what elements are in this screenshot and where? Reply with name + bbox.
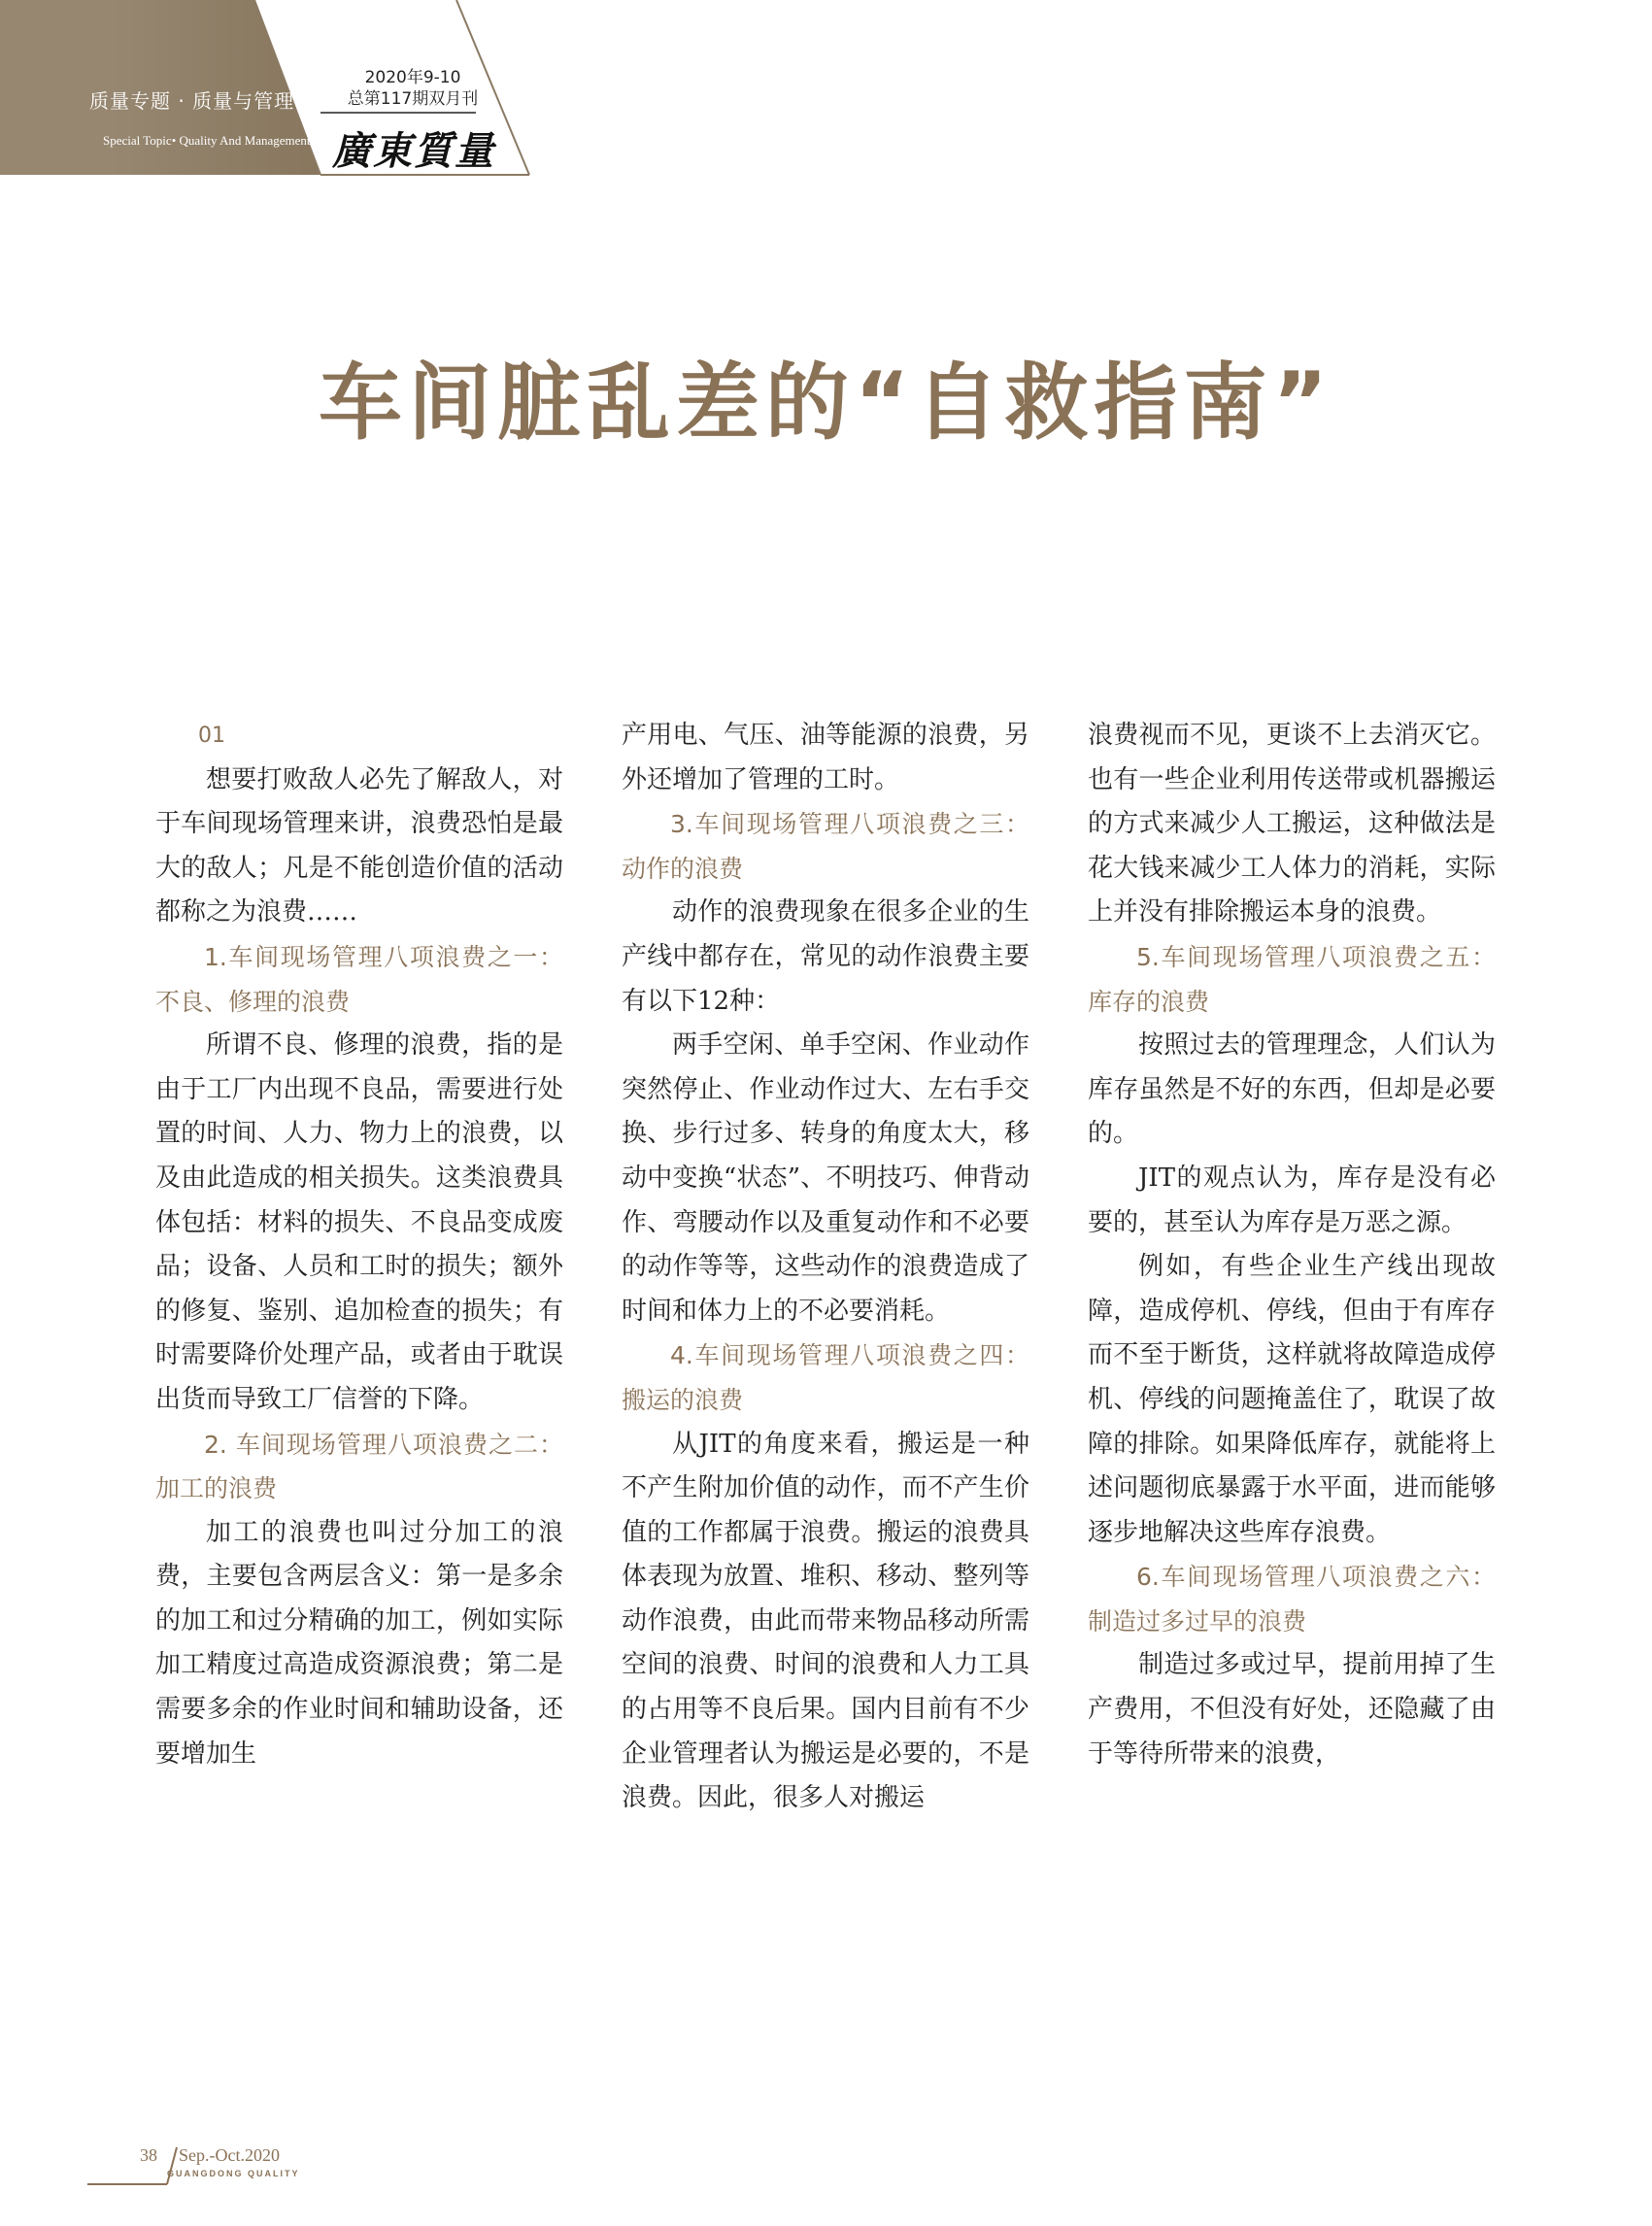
body-paragraph: 加工的浪费也叫过分加工的浪费，主要包含两层含义：第一是多余的加工和过分精确的加工，例如实际加工精度过高造成资源浪费；第二是需要多余的作业时间和辅助设备，还要增加生 (155, 1517, 563, 1769)
text-column-2 (622, 714, 1029, 1821)
body-paragraph: JIT的观点认为，库存是没有必要的，甚至认为库存是万恶之源。 (1088, 1163, 1496, 1237)
section-heading: 4.车间现场管理八项浪费之四：搬运的浪费 (622, 1341, 1029, 1414)
body-paragraph: 动作的浪费现象在很多企业的生产线中都存在，常见的动作浪费主要有以下12种： (622, 897, 1029, 1016)
footer-date: Sep.-Oct.2020 (179, 2145, 280, 2165)
body-paragraph: 想要打败敌人必先了解敌人，对于车间现场管理来讲，浪费恐怕是最大的敌人；凡是不能创造价值的活动都称之为浪费…… (155, 764, 563, 928)
text-column-3 (1088, 714, 1496, 1776)
footer-brand: GUANGDONG QUALITY (167, 2169, 300, 2178)
section-heading: 2. 车间现场管理八项浪费之二：加工的浪费 (155, 1430, 563, 1503)
section-heading: 5.车间现场管理八项浪费之五：库存的浪费 (1088, 942, 1496, 1016)
page-footer (87, 2142, 379, 2190)
body-paragraph: 所谓不良、修理的浪费，指的是由于工厂内出现不良品，需要进行处置的时间、人力、物力上的浪费，以及由此造成的相关损失。这类浪费具体包括：材料的损失、不良品变成废品；设备、人员和工时的损失；额外的修复、鉴别、追加检查的损失；有时需要降价处理产品，或者由于耽误出货而导致工厂信誉的下降。 (155, 1030, 563, 1414)
section-heading: 1.车间现场管理八项浪费之一：不良、修理的浪费 (155, 942, 563, 1016)
body-paragraph: 制造过多或过早，提前用掉了生产费用，不但没有好处，还隐藏了由于等待所带来的浪费， (1088, 1650, 1496, 1769)
article-title: 车间脏乱差的“自救指南” (318, 354, 1334, 452)
section-heading: 6.车间现场管理八项浪费之六：制造过多过早的浪费 (1088, 1563, 1496, 1636)
body-paragraph: 例如，有些企业生产线出现故障，造成停机、停线，但由于有库存而不至于断货，这样就将故障造成停机、停线的问题掩盖住了，耽误了故障的排除。如果降低库存，就能将上述问题彻底暴露于水平面，进而能够逐步地解决这些库存浪费。 (1088, 1252, 1496, 1547)
section-number: 01 (198, 724, 225, 748)
body-paragraph: 浪费视而不见，更谈不上去消灭它。也有一些企业利用传送带或机器搬运的方式来减少人工搬运，这种做法是花大钱来减少工人体力的消耗，实际上并没有排除搬运本身的浪费。 (1088, 721, 1496, 928)
body-paragraph: 两手空闲、单手空闲、作业动作突然停止、作业动作过大、左右手交换、步行过多、转身的角度太大，移动中变换“状态”、不明技巧、伸背动作、弯腰动作以及重复动作和不必要的动作等等，这些动作的浪费造成了时间和体力上的不必要消耗。 (622, 1030, 1029, 1326)
header-date: 2020年9-10 (364, 68, 461, 87)
page-number: 38 (140, 2145, 157, 2165)
body-paragraph: 从JIT的角度来看，搬运是一种不产生附加价值的动作，而不产生价值的工作都属于浪费。搬运的浪费具体表现为放置、堆积、移动、整列等动作浪费，由此而带来物品移动所需空间的浪费、时间的浪费和人力工具的占用等不良后果。国内目前有不少企业管理者认为搬运是必要的，不是浪费。因此，很多人对搬运 (622, 1429, 1029, 1813)
header-section-cn: 质量专题 · 质量与管理 (89, 89, 295, 113)
header-section-en: Special Topic• Quality And Management (103, 133, 311, 148)
text-column-1 (155, 714, 563, 1776)
body-paragraph: 产用电、气压、油等能源的浪费，另外还增加了管理的工时。 (622, 721, 1029, 794)
section-heading: 3.车间现场管理八项浪费之三：动作的浪费 (622, 810, 1029, 883)
header-brand: 廣東質量 (332, 128, 495, 174)
masthead (0, 0, 1652, 185)
body-paragraph: 按照过去的管理理念，人们认为库存虽然是不好的东西，但却是必要的。 (1088, 1030, 1496, 1149)
header-issue: 总第117期双月刊 (347, 89, 479, 109)
